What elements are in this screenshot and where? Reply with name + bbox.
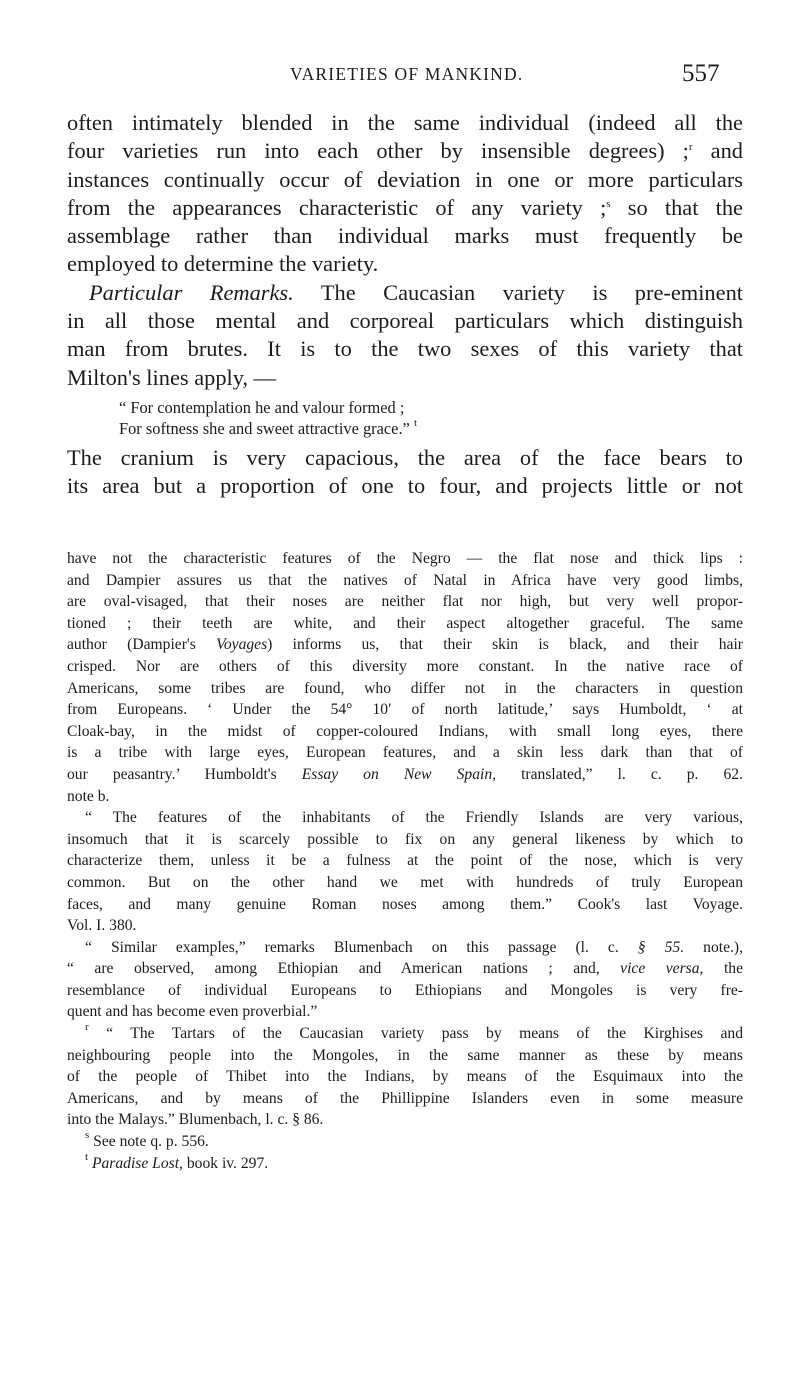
footnote-ref: t: [413, 417, 417, 430]
footnote-t: [67, 1150, 743, 1175]
note-line: note b.: [67, 787, 110, 805]
note-line: author (Dampier's Voyages) informs us, that their skin is black, and their hair: [67, 636, 743, 654]
text-line: often intimately blended in the same individual (indeed all the: [67, 110, 743, 135]
text-line: instances continually occur of deviation in one or more particulars: [67, 166, 743, 192]
note-line: “ The features of the inhabitants of the Friendly Islands are very various,: [85, 809, 743, 827]
text-line: in all those mental and corporeal particulars which distinguish: [67, 308, 743, 334]
note-line: “ Similar examples,” remarks Blumenbach on this passage (l. c. § 55. note.),: [85, 938, 743, 956]
footnote-marker: t: [85, 1150, 89, 1163]
footnote-ref: s: [606, 197, 611, 210]
text-line: four varieties run into each other by insensible degrees) ;$^r$ and: [67, 138, 743, 164]
paragraph-3: [67, 444, 743, 501]
note-line: our peasantry.’ Humboldt's Essay on New Spain, translated,” l. c. p. 62.: [67, 765, 744, 783]
note-line: is a tribe with large eyes, European features, and a skin less dark than that of: [67, 744, 743, 762]
note-line: characterize them, unless it be a fulness at the point of the nose, which is very: [67, 852, 743, 870]
footnote-s: [67, 1131, 743, 1153]
paragraph-2: [67, 279, 743, 307]
note-line: $^s$ See note q. p. 556.: [85, 1129, 209, 1151]
note-line: Cloak-bay, in the midst of copper-coloured Indians, with small long eyes, there: [67, 722, 743, 740]
note-line: into the Malays.” Blumenbach, l. c. § 86.: [67, 1111, 324, 1129]
footnote-continued: [67, 548, 743, 807]
note-line: neighbouring people into the Mongoles, in the same manner as these by means: [67, 1046, 743, 1064]
note-line: crisped. Nor are others of this diversity more constant. In the native race of: [67, 657, 743, 675]
section-heading: Particular Remarks.: [89, 279, 294, 305]
text-line: assemblage rather than individual marks must frequently be: [67, 223, 743, 249]
note-line: insomuch that it is scarcely possible to fix on any general likeness by which to: [67, 830, 743, 848]
note-line: resemblance of individual Europeans to Ethiopians and Mongoles is very fre-: [67, 981, 743, 999]
note-line: and Dampier assures us that the natives of Natal in Africa have very good limbs,: [67, 571, 743, 589]
text-line: employed to determine the variety.: [67, 251, 379, 277]
note-line: $^t$ Paradise Lost, book iv. 297.: [85, 1150, 269, 1172]
note-line: have not the characteristic features of the Negro — the flat nose and thick lips :: [67, 550, 743, 567]
note-line: quent and has become even proverbial.”: [67, 1003, 318, 1021]
note-line: are oval-visaged, that their noses are neither flat nor high, but very well propor-: [67, 593, 743, 611]
paragraph-1: [67, 109, 743, 279]
note-line: “ are observed, among Ethiopian and American nations ; and, vice versa, the: [67, 960, 743, 978]
footnote-marker: r: [85, 1021, 89, 1034]
note-line: from Europeans. ‘ Under the 54° 10′ of north latitude,’ says Humboldt, ‘ at: [67, 701, 743, 719]
quote-line: For softness she and sweet attractive grace.” $^t$: [119, 417, 417, 439]
quote-line: “ For contemplation he and valour formed ;: [119, 397, 405, 417]
main-text: [67, 109, 743, 501]
text-line: Milton's lines apply, —: [67, 364, 277, 390]
footnote-r: [67, 1023, 743, 1131]
text-line: Particular Remarks. The Caucasian variety is pre-eminent: [89, 279, 743, 305]
page-number: 557: [682, 60, 720, 87]
text-line: from the appearances characteristic of any variety ;$^s$ so that the: [67, 194, 743, 220]
text-line: man from brutes. It is to the two sexes of this variety that: [67, 336, 743, 362]
note-line: Vol. I. 380.: [67, 917, 137, 935]
footnote-ref: r: [688, 141, 693, 154]
paragraph-2-cont: [67, 307, 743, 392]
footnote-friendly-islands: [67, 807, 743, 937]
note-line: common. But on the other hand we met with hundreds of truly European: [67, 873, 743, 891]
footnote-blumenbach-examples: [67, 937, 743, 1023]
note-line: of the people of Thibet into the Indians, by means of the Esquimaux into the: [67, 1068, 743, 1086]
note-line: $^r$ “ The Tartars of the Caucasian variety pass by means of the Kirghises and: [85, 1021, 743, 1043]
text-line: The cranium is very capacious, the area of the face bears to: [67, 444, 743, 470]
note-line: Americans, and by means of the Phillippine Islanders even in some measure: [67, 1089, 743, 1107]
footnotes: [67, 548, 743, 1174]
running-title: VARIETIES OF MANKIND.: [290, 64, 524, 84]
note-line: Americans, some tribes are found, who differ not in the characters in question: [67, 679, 743, 697]
block-quote: [67, 397, 743, 440]
note-line: faces, and many genuine Roman noses among them.” Cook's last Voyage.: [67, 895, 743, 913]
footnote-marker: s: [85, 1129, 90, 1142]
text-line: its area but a proportion of one to four, and projects little or not: [67, 473, 743, 499]
running-head: [0, 60, 801, 92]
note-line: tioned ; their teeth are white, and their aspect altogether graceful. The same: [67, 614, 743, 632]
